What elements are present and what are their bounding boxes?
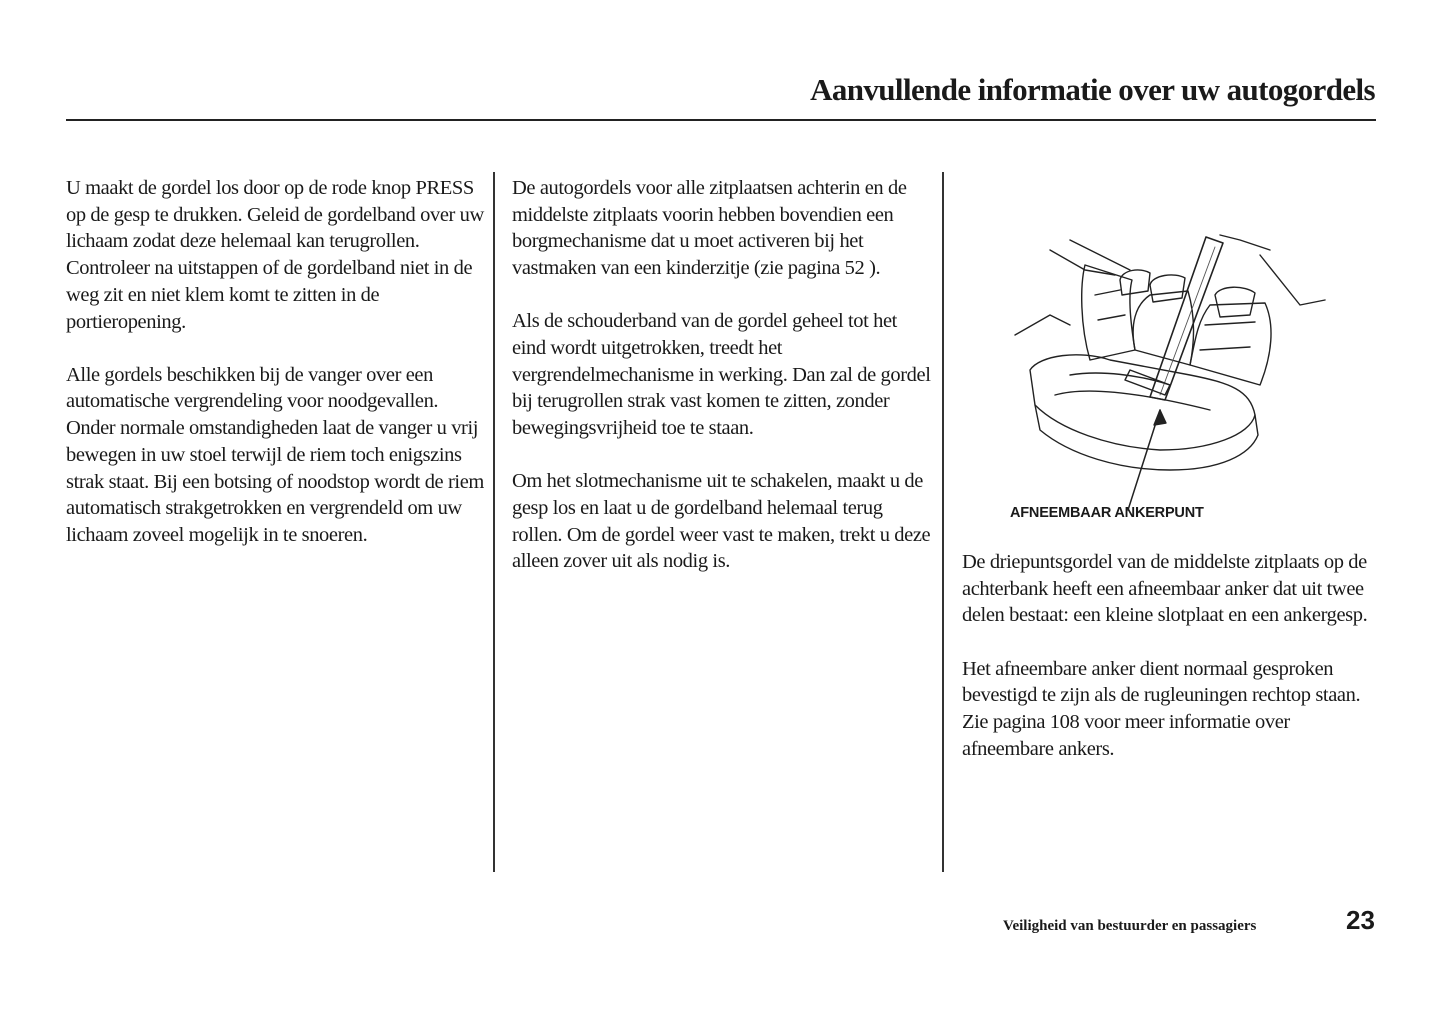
column-divider bbox=[942, 172, 944, 872]
column-right bbox=[962, 549, 1382, 789]
column-left bbox=[66, 175, 486, 575]
paragraph: Alle gordels beschikken bij de vanger over een automatische vergrendeling voor noodgevallen. Onder normale omstandigheden laat de vanger u vrij bewegen in uw stoel terwijl de riem toch enigszins strak staat. Bij een botsing of noodstop wordt de riem automatisch strakgetrokken en vergrendeld om uw lichaam zoveel mogelijk in te snoeren. bbox=[66, 363, 484, 546]
paragraph: Om het slotmechanisme uit te schakelen, maakt u de gesp los en laat u de gordelband helemaal terug rollen. Om de gordel weer vast te maken, trekt u deze alleen zover uit als nodig is. bbox=[512, 470, 931, 573]
column-divider bbox=[493, 172, 495, 872]
illustration-caption: AFNEEMBAAR ANKERPUNT bbox=[1010, 505, 1204, 521]
paragraph: Als de schouderband van de gordel geheel tot het eind wordt uitgetrokken, treedt het vergrendelmechanisme in werking. Dan zal de gordel bij terugrollen strak vast komen te zitten, zonder bewegingsvrijheid toe te staan. bbox=[512, 310, 931, 440]
page-number: 23 bbox=[1346, 905, 1375, 935]
header-rule bbox=[66, 119, 1376, 121]
page-title: Aanvullende informatie over uw autogordels bbox=[810, 72, 1375, 107]
paragraph: Het afneembare anker dient normaal gesproken bevestigd te zijn als de rugleuningen rechtop staan. Zie pagina 108 voor meer informatie over afneembare ankers. bbox=[962, 657, 1361, 760]
rear-seat-belt-illustration bbox=[1010, 225, 1330, 515]
column-middle bbox=[512, 175, 932, 602]
paragraph: U maakt de gordel los door op de rode knop PRESS op de gesp te drukken. Geleid de gordelband over uw lichaam zodat deze helemaal kan terugrollen. Controleer na uitstappen of de gordelband niet in de weg zit en niet klem komt te zitten in de portieropening. bbox=[66, 177, 484, 333]
footer-section-title: Veiligheid van bestuurder en passagiers bbox=[1003, 918, 1257, 934]
paragraph: De autogordels voor alle zitplaatsen achterin en de middelste zitplaats voorin hebben bovendien een borgmechanisme dat u moet activeren bij het vastmaken van een kinderzitje (zie pagina 52 ). bbox=[512, 177, 907, 280]
paragraph: De driepuntsgordel van de middelste zitplaats op de achterbank heeft een afneembaar anker dat uit twee delen bestaat: een kleine slotplaat en een ankergesp. bbox=[962, 551, 1368, 627]
